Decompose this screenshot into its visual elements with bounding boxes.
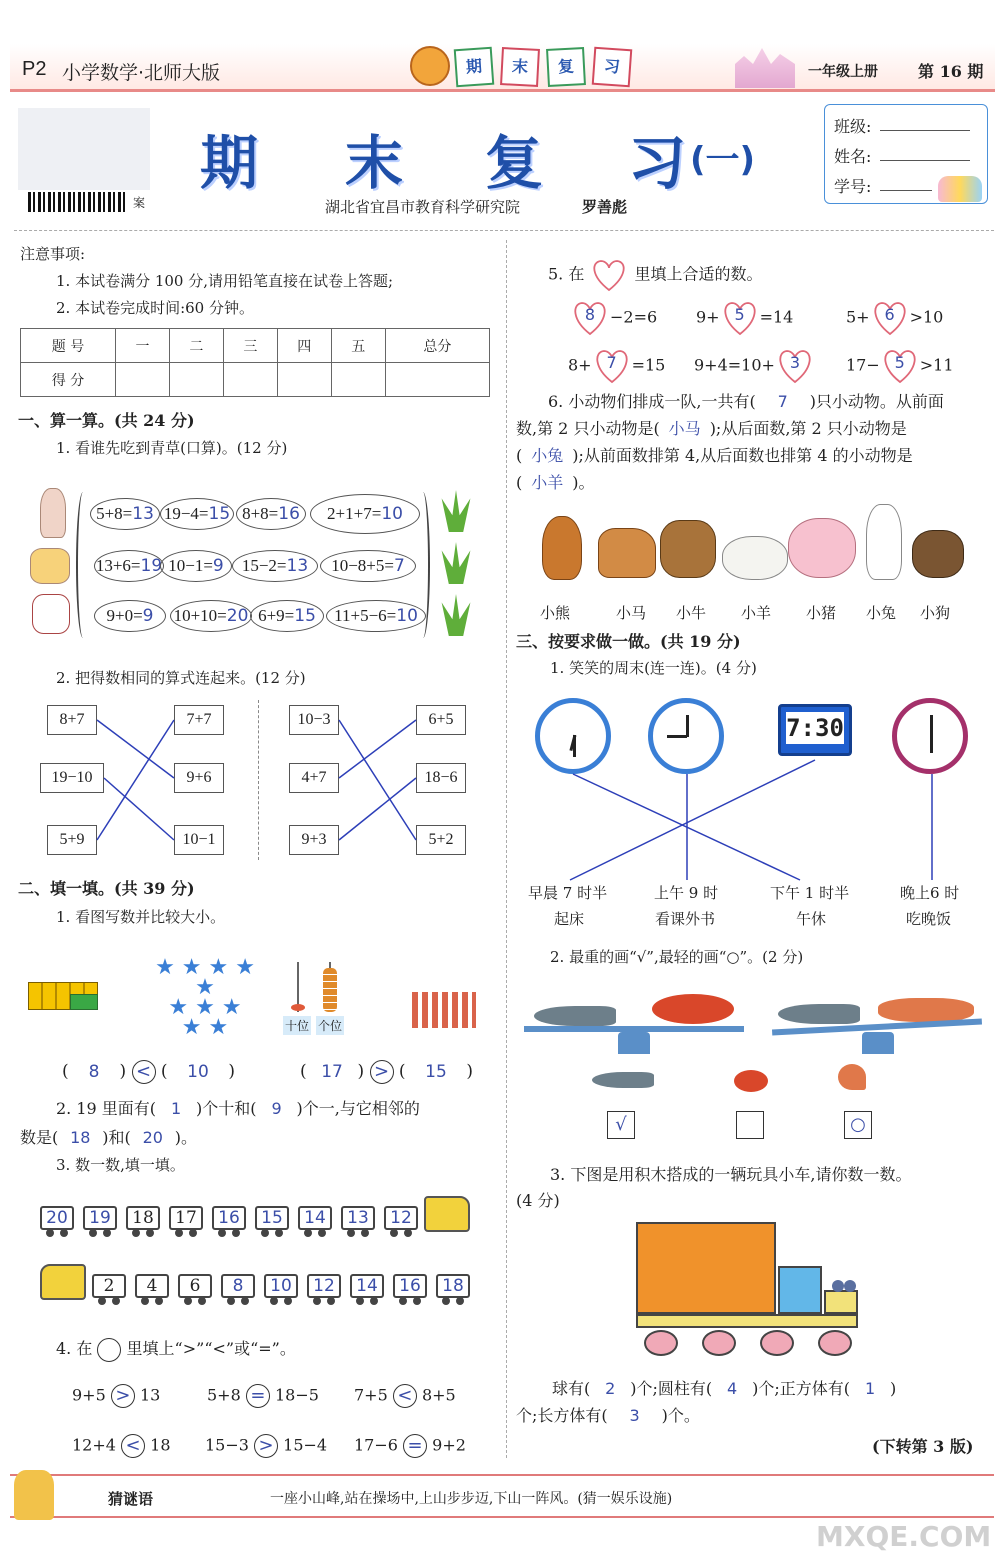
match-box[interactable]: 10−3 [289, 705, 339, 735]
table-cell: 得 分 [21, 363, 116, 397]
text: 18−5 [274, 1385, 319, 1405]
shrimp-icon [838, 1064, 866, 1090]
compare-row: ( 17 ) > ( 15 ) [300, 1061, 473, 1082]
text: );从前面数排第 4,从后面数也排第 4 的小动物是 [572, 446, 913, 465]
balance-base [862, 1032, 894, 1054]
match-box[interactable]: 4+7 [289, 763, 339, 793]
text: 9+ [696, 307, 720, 327]
sticks-bundle-icon [412, 992, 476, 1028]
star-heart-icon: ★ ★ ★ ★ ★ ★ ★ ★ ★ ★ [155, 955, 255, 1040]
train-car[interactable]: 10 [264, 1274, 298, 1298]
answer[interactable]: 20 [226, 606, 249, 626]
text: 5+ [846, 307, 870, 327]
activity-name: 看课外书 [655, 910, 716, 928]
toy-car-icon [636, 1222, 860, 1362]
author-name: 罗善彪 [582, 198, 628, 216]
match-box[interactable]: 6+5 [416, 705, 466, 735]
title-char: 复 [485, 129, 544, 197]
compare-circle[interactable]: < [393, 1384, 417, 1408]
text: 5. 在 [548, 264, 585, 284]
banner-tile: 复 [546, 47, 586, 87]
title-char: 末 [345, 129, 404, 197]
match-box[interactable]: 18−6 [416, 763, 466, 793]
section1-q1: 1. 看谁先吃到青草(口算)。(12 分) [56, 439, 288, 457]
answer[interactable]: 9 [142, 606, 154, 626]
expr: 10+10= [173, 606, 227, 625]
class-label: 班级: [834, 117, 872, 136]
abacus-label: 个位 [316, 1016, 344, 1035]
train-car[interactable]: 18 [436, 1274, 470, 1298]
table-cell: 一 [116, 329, 170, 363]
answer[interactable]: 15 [294, 606, 316, 626]
locomotive-icon [40, 1264, 86, 1300]
q4-item [72, 1434, 171, 1458]
match-box[interactable]: 10−1 [174, 825, 224, 855]
fish-icon [592, 1072, 654, 1088]
match-box[interactable]: 8+7 [47, 705, 97, 735]
train-car[interactable]: 14 [298, 1206, 332, 1230]
answer[interactable]: 小马 [668, 419, 701, 438]
train-car[interactable]: 13 [341, 1206, 375, 1230]
text: 12+4 [72, 1435, 116, 1455]
expr: 15−2= [241, 556, 287, 575]
answer[interactable]: 小羊 [531, 473, 564, 492]
text: ( [516, 446, 523, 465]
answer[interactable]: 4 [727, 1379, 738, 1398]
crab-icon [652, 994, 734, 1024]
train-car: 6 [178, 1274, 212, 1298]
continue-note: (下转第 3 版) [872, 1437, 974, 1456]
text: 17− [846, 355, 880, 375]
q4-item [72, 1384, 160, 1408]
text: 里填上“>”“<”或“=”。 [126, 1339, 296, 1358]
fish-icon [778, 1004, 860, 1024]
animal-label: 小羊 [741, 604, 772, 622]
text: 17−6 [354, 1435, 398, 1455]
answer[interactable]: 13 [286, 556, 309, 576]
train-car[interactable]: 8 [221, 1274, 255, 1298]
expr: 5+8= [96, 504, 133, 523]
digital-time: 7:30 [786, 714, 844, 742]
train-2 [92, 1274, 479, 1298]
compare-circle[interactable]: > [111, 1384, 135, 1408]
answer: 6 [884, 305, 895, 324]
notes-heading: 注意事项: [20, 245, 86, 263]
text: ) [890, 1379, 897, 1398]
riddle-label: 猜谜语 [108, 1490, 154, 1508]
section3-heading: 三、按要求做一做。(共 19 分) [516, 632, 741, 651]
animal-label: 小狗 [920, 604, 951, 622]
name-label: 姓名: [834, 147, 872, 166]
answer[interactable]: 1 [170, 1099, 182, 1118]
author-org: 湖北省宜昌市教育科学研究院 [325, 198, 521, 216]
section2-q3: 3. 数一数,填一填。 [56, 1156, 185, 1174]
text: )。 [572, 473, 595, 492]
compare-circle[interactable]: < [121, 1434, 145, 1458]
match-box[interactable]: 5+9 [47, 825, 97, 855]
compare-circle[interactable]: < [132, 1060, 156, 1084]
compare-circle[interactable]: = [246, 1384, 270, 1408]
answer[interactable]: 3 [629, 1406, 640, 1425]
table-cell: 五 [331, 329, 385, 363]
answer[interactable]: 10 [396, 606, 418, 626]
animal-label: 小马 [616, 604, 647, 622]
q4-item [205, 1434, 327, 1458]
expr: 10−8+5= [331, 556, 394, 575]
text: 18 [150, 1435, 171, 1455]
table-cell: 总分 [385, 329, 489, 363]
answer[interactable]: 9 [271, 1099, 282, 1118]
answer[interactable]: 15 [425, 1061, 447, 1082]
answer[interactable]: 1 [864, 1379, 876, 1398]
answer: 8 [584, 305, 596, 324]
compare-circle[interactable]: > [370, 1060, 394, 1084]
section2-q2-line2 [20, 1125, 197, 1148]
subject-label: 小学数学·北师大版 [62, 62, 221, 84]
table-cell: 二 [169, 329, 223, 363]
answer[interactable]: 13 [132, 504, 154, 524]
q4-item [354, 1384, 456, 1408]
mark-box[interactable] [736, 1111, 764, 1139]
text: 5+8 [207, 1385, 241, 1405]
text: 个;长方体有( [516, 1406, 608, 1425]
text: 9+2 [432, 1435, 466, 1455]
text: )个;正方体有( [752, 1379, 851, 1398]
expr: 19−4= [163, 504, 209, 523]
banner-tile: 末 [500, 47, 540, 87]
text: 15−3 [205, 1435, 249, 1455]
answer[interactable]: 10 [381, 504, 403, 524]
note-item: 2. 本试卷完成时间:60 分钟。 [56, 299, 254, 317]
text: 13 [139, 1385, 161, 1405]
answer[interactable]: 9 [212, 556, 224, 576]
shrimp-icon [878, 998, 974, 1022]
table-cell: 四 [277, 329, 331, 363]
text: );从后面数,第 2 只小动物是 [709, 419, 907, 438]
text: =14 [759, 307, 794, 327]
title-suffix: (一) [690, 140, 756, 180]
text: 数是( [20, 1128, 59, 1147]
train-car: 2 [92, 1274, 126, 1298]
text: 15−4 [283, 1435, 328, 1455]
table-cell: 题 号 [21, 329, 116, 363]
train-car[interactable]: 20 [40, 1206, 74, 1230]
train-car: 17 [169, 1206, 203, 1230]
animal-label: 小兔 [866, 604, 897, 622]
text: 4. 在 [56, 1339, 93, 1358]
answer[interactable]: 19 [140, 556, 163, 576]
q4-item [354, 1434, 466, 1458]
activity-time: 下午 1 时半 [770, 884, 850, 902]
activity-time: 晚上6 时 [900, 884, 960, 902]
answer[interactable]: 7 [393, 556, 405, 576]
answer[interactable]: 7 [777, 392, 788, 411]
text: =15 [631, 355, 666, 375]
title-char: 习 [628, 129, 687, 197]
section2-q2-line1 [56, 1096, 420, 1119]
section2-q4 [56, 1336, 296, 1362]
section3-q1: 1. 笑笑的周末(连一连)。(4 分) [550, 659, 757, 677]
text: −2=6 [610, 307, 658, 327]
banner-tile: 习 [592, 47, 633, 88]
match-box[interactable]: 9+6 [174, 763, 224, 793]
answer: 5 [894, 353, 905, 372]
answer[interactable]: 18 [70, 1128, 91, 1147]
activity-name: 吃晚饭 [906, 910, 952, 928]
answer: 3 [789, 353, 801, 372]
answer[interactable]: 小兔 [531, 446, 564, 465]
section2-heading: 二、填一填。(共 39 分) [18, 879, 195, 898]
grade-label: 一年级上册 [808, 64, 878, 80]
answer[interactable]: 10 [187, 1061, 209, 1082]
compare-row: ( 8 ) < ( 10 ) [62, 1061, 235, 1082]
activity-name: 起床 [554, 910, 585, 928]
text: 8+5 [421, 1385, 456, 1405]
answer[interactable]: 2 [605, 1379, 616, 1398]
activity-time: 上午 9 时 [654, 884, 719, 902]
text: >11 [919, 355, 954, 375]
balance-base [618, 1032, 650, 1054]
train-1 [40, 1206, 427, 1230]
match-box[interactable]: 7+7 [174, 705, 224, 735]
activity-name: 午休 [796, 910, 827, 928]
answer[interactable]: 17 [321, 1061, 343, 1082]
banner-tile: 期 [454, 47, 495, 88]
expr: 6+9= [258, 606, 295, 625]
text: ( [516, 473, 523, 492]
compare-circle[interactable]: = [403, 1434, 427, 1458]
text: 球有( [552, 1379, 591, 1398]
animal-label: 小猪 [806, 604, 837, 622]
train-car[interactable]: 12 [307, 1274, 341, 1298]
section2-q1: 1. 看图写数并比较大小。 [56, 908, 226, 926]
train-car[interactable]: 15 [255, 1206, 289, 1230]
answer: 7 [606, 353, 617, 372]
train-car[interactable]: 12 [384, 1206, 418, 1230]
counts-line [552, 1376, 896, 1399]
answer: 5 [734, 305, 745, 324]
text: )和( [102, 1128, 131, 1147]
expr: 11+5−6= [334, 606, 397, 625]
text: )。 [174, 1128, 197, 1147]
mark-box[interactable]: √ [607, 1111, 635, 1139]
giraffe-icon [14, 1470, 54, 1520]
counts-line [516, 1403, 700, 1426]
riddle-text: 一座小山峰,站在操场中,上山步步迈,下山一阵风。(猜一娱乐设施) [270, 1491, 673, 1507]
expr: 10−1= [168, 556, 213, 575]
train-car: 4 [135, 1274, 169, 1298]
note-item: 1. 本试卷满分 100 分,请用铅笔直接在试卷上答题; [56, 272, 394, 290]
section3-q3-line2: (4 分) [516, 1191, 560, 1210]
train-car[interactable]: 16 [212, 1206, 246, 1230]
match-line [570, 760, 815, 880]
table-cell: 三 [223, 329, 277, 363]
expr: 13+6= [95, 556, 141, 575]
train-car: 18 [126, 1206, 160, 1230]
train-car[interactable]: 16 [393, 1274, 427, 1298]
fish-icon [534, 1006, 616, 1026]
text: 9+4=10+ [694, 355, 775, 375]
text: )个十和( [196, 1099, 257, 1118]
abacus-icon [285, 962, 347, 1012]
expr: 9+0= [106, 606, 143, 625]
answer[interactable]: 16 [278, 504, 300, 524]
q4-item [207, 1384, 319, 1408]
text: 6. 小动物们排成一队,一共有( [548, 392, 756, 411]
locomotive-icon [424, 1196, 470, 1232]
text: 8+ [568, 355, 592, 375]
compare-circle[interactable]: > [254, 1434, 278, 1458]
text: 9+5 [72, 1385, 106, 1405]
expr: 8+8= [242, 504, 279, 523]
text: )只小动物。从前面 [809, 392, 944, 411]
mark-box[interactable]: ○ [844, 1111, 872, 1139]
text: 7+5 [354, 1385, 388, 1405]
section3-q3-line1: 3. 下图是用积木搭成的一辆玩具小车,请你数一数。 [550, 1165, 912, 1184]
train-car[interactable]: 19 [83, 1206, 117, 1230]
section1-q2: 2. 把得数相同的算式连起来。(12 分) [56, 669, 306, 687]
expr: 2+1+7= [327, 504, 382, 523]
qr-caption: 案 [133, 196, 146, 210]
text: 数,第 2 只小动物是( [516, 419, 660, 438]
answer[interactable]: 15 [208, 504, 231, 524]
section3-q2: 2. 最重的画“√”,最轻的画“○”。(2 分) [550, 948, 804, 966]
answer[interactable]: 20 [142, 1128, 163, 1147]
text: 里填上合适的数。 [634, 264, 763, 284]
text: >10 [909, 307, 944, 327]
page-label: P2 [22, 58, 47, 80]
abacus-label: 十位 [283, 1016, 311, 1035]
cube-blocks-icon [70, 994, 98, 1010]
match-box[interactable]: 19−10 [40, 763, 104, 793]
match-box[interactable]: 9+3 [289, 825, 339, 855]
train-car[interactable]: 14 [350, 1274, 384, 1298]
text: )个一,与它相邻的 [296, 1099, 420, 1118]
activity-time: 早晨 7 时半 [528, 884, 608, 902]
text: )个。 [661, 1406, 700, 1425]
watermark: MXQE.COM [816, 1520, 992, 1553]
title-char: 期 [200, 129, 259, 197]
section1-heading: 一、算一算。(共 24 分) [18, 411, 195, 430]
text: 2. 19 里面有( [56, 1099, 157, 1118]
text: )个;圆柱有( [630, 1379, 713, 1398]
circle-icon [97, 1338, 121, 1362]
match-box[interactable]: 5+2 [416, 825, 466, 855]
id-label: 学号: [834, 177, 872, 196]
animal-label: 小牛 [676, 604, 707, 622]
crab-icon [734, 1070, 768, 1092]
issue-label: 第 16 期 [918, 62, 984, 81]
animal-label: 小熊 [540, 604, 571, 622]
answer[interactable]: 8 [88, 1061, 100, 1082]
